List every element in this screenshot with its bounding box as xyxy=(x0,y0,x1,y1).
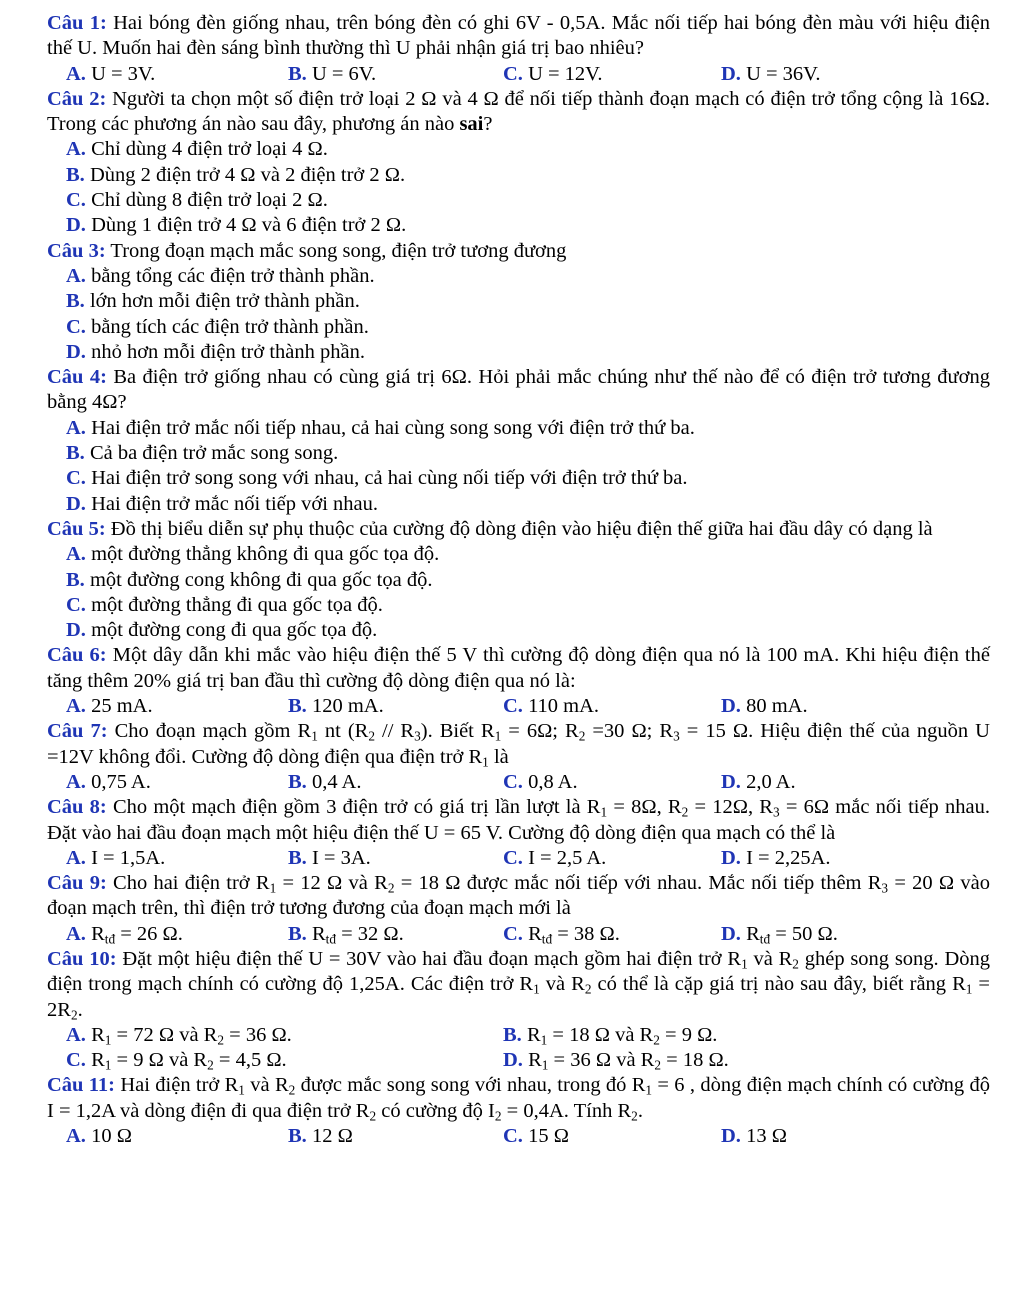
answer-option-c xyxy=(47,466,990,491)
answer-option-b xyxy=(288,62,503,87)
option-letter: B. xyxy=(288,62,307,85)
option-text: $R_1 = 36$ Ω và $R_2 = 18$ Ω. xyxy=(522,1049,729,1073)
option-text: 13 Ω xyxy=(740,1125,787,1148)
option-text: U = 3V. xyxy=(85,62,156,85)
option-text: 120 mA. xyxy=(306,695,384,718)
option-text: I = 2,25A. xyxy=(740,846,831,869)
option-letter: A. xyxy=(66,138,86,161)
option-letter: D. xyxy=(721,62,741,85)
option-letter: C. xyxy=(66,315,86,338)
option-text: I = 1,5A. xyxy=(85,846,166,869)
option-letter: D. xyxy=(721,1125,741,1148)
answer-option-c xyxy=(47,315,990,340)
option-text: một đường thẳng đi qua gốc tọa độ. xyxy=(85,593,383,616)
answer-option-b xyxy=(47,441,990,466)
option-text: nhỏ hơn mỗi điện trở thành phần. xyxy=(85,340,365,363)
option-letter: D. xyxy=(721,922,741,945)
question-stem xyxy=(47,719,990,770)
answer-option-d xyxy=(503,1048,729,1073)
answer-option-c xyxy=(47,188,990,213)
question-stem xyxy=(47,11,990,62)
answer-option-b xyxy=(288,694,503,719)
options-row xyxy=(47,1124,990,1149)
question-4 xyxy=(47,365,990,517)
answer-option-a xyxy=(66,1124,288,1149)
option-text: $R_1 = 9$ Ω và $R_2 = 4,5$ Ω. xyxy=(85,1049,287,1073)
option-text: Dùng 1 điện trở 4 Ω và 6 điện trở 2 Ω. xyxy=(85,214,407,237)
answer-option-c xyxy=(503,846,721,871)
option-letter: D. xyxy=(721,695,741,718)
answer-option-d xyxy=(721,846,831,871)
option-letter: D. xyxy=(66,619,86,642)
answer-option-b xyxy=(47,289,990,314)
question-11 xyxy=(47,1073,990,1149)
option-text: I = 3A. xyxy=(306,846,371,869)
option-text: một đường cong không đi qua gốc tọa độ. xyxy=(84,568,433,591)
option-letter: C. xyxy=(66,467,86,490)
option-text: 15 Ω xyxy=(522,1125,569,1148)
question-label: Câu 2: xyxy=(47,87,107,110)
answer-option-a xyxy=(47,416,990,441)
option-text: I = 2,5 A. xyxy=(522,846,607,869)
answer-option-a xyxy=(47,264,990,289)
answer-option-d xyxy=(47,213,990,238)
option-letter: C. xyxy=(503,62,523,85)
option-text: Chỉ dùng 8 điện trở loại 2 Ω. xyxy=(85,189,328,212)
option-text: một đường cong đi qua gốc tọa độ. xyxy=(85,619,378,642)
answer-option-d xyxy=(47,340,990,365)
option-text: bằng tổng các điện trở thành phần. xyxy=(85,264,375,287)
answer-option-d xyxy=(721,770,796,795)
answer-option-b xyxy=(503,1023,717,1048)
question-stem xyxy=(47,365,990,416)
answer-option-c xyxy=(503,922,721,947)
question-label: Câu 7: xyxy=(47,720,108,743)
option-text: lớn hơn mỗi điện trở thành phần. xyxy=(84,290,360,313)
answer-option-a xyxy=(66,1023,503,1048)
question-text: Cho một mạch điện gồm 3 điện trở có giá trị lần lượt là $R_1 = 8\Omega$, $R_2 = 12\Omega$, $R_3 = 6\Omega$ mắc nối tiếp nhau. Đặt vào hai đầu đoạn mạch một hiệu điện thế U = 65 V. Cường độ dòng điện qua mạch có thể là xyxy=(47,796,990,844)
question-9 xyxy=(47,871,990,947)
answer-option-b xyxy=(288,770,503,795)
option-text: U = 36V. xyxy=(740,62,821,85)
option-text: một đường thẳng không đi qua gốc tọa độ. xyxy=(85,543,440,566)
answer-option-a xyxy=(47,542,990,567)
option-letter: C. xyxy=(503,922,523,945)
question-text: Cho hai điện trở $R_1 = 12$ Ω và $R_2 = 18$ Ω được mắc nối tiếp với nhau. Mắc nối tiếp thêm $R_3 = 20$ Ω vào đoạn mạch trên, thì điện trở tương đương của đoạn mạch mới là xyxy=(47,872,990,920)
option-letter: D. xyxy=(66,492,86,515)
option-text: U = 12V. xyxy=(522,62,603,85)
option-text: Hai điện trở mắc nối tiếp nhau, cả hai cùng song song với điện trở thứ ba. xyxy=(85,416,695,439)
option-letter: B. xyxy=(66,568,85,591)
answer-option-a xyxy=(66,922,288,947)
option-letter: B. xyxy=(288,695,307,718)
option-text: 80 mA. xyxy=(740,695,808,718)
option-text: 25 mA. xyxy=(85,695,153,718)
option-text: $R_{tđ} = 32$ Ω. xyxy=(306,922,404,947)
question-5 xyxy=(47,517,990,643)
option-letter: A. xyxy=(66,1125,86,1148)
option-letter: A. xyxy=(66,695,86,718)
question-7 xyxy=(47,719,990,795)
question-6 xyxy=(47,643,990,719)
question-label: Câu 11: xyxy=(47,1074,115,1097)
option-letter: B. xyxy=(288,770,307,793)
option-letter: B. xyxy=(288,846,307,869)
option-text: 0,75 A. xyxy=(85,770,151,793)
option-text: $R_1 = 18$ Ω và $R_2 = 9$ Ω. xyxy=(521,1023,718,1048)
option-text: $R_{tđ} = 38$ Ω. xyxy=(522,922,620,947)
answer-option-a xyxy=(66,62,288,87)
option-letter: A. xyxy=(66,922,86,945)
option-letter: A. xyxy=(66,416,86,439)
answer-option-a xyxy=(66,694,288,719)
option-letter: A. xyxy=(66,264,86,287)
answer-option-d xyxy=(47,618,990,643)
question-label: Câu 6: xyxy=(47,644,107,667)
option-letter: C. xyxy=(66,1049,86,1072)
option-letter: C. xyxy=(66,189,86,212)
option-letter: B. xyxy=(288,922,307,945)
option-text: 110 mA. xyxy=(522,695,600,718)
question-stem xyxy=(47,1073,990,1124)
answer-option-b xyxy=(288,922,503,947)
question-stem xyxy=(47,87,990,138)
option-letter: A. xyxy=(66,62,86,85)
options-row xyxy=(47,694,990,719)
option-letter: B. xyxy=(66,290,85,313)
answer-option-b xyxy=(47,163,990,188)
option-letter: D. xyxy=(66,214,86,237)
question-text: Hai điện trở $R_1$ và $R_2$ được mắc song song với nhau, trong đó $R_1 = 6$ , dòng điện mạch chính có cường độ I = 1,2A và dòng điện đi qua điện trở $R_2$ có cường độ $I_2 = 0,4A$. Tính $R_2$. xyxy=(47,1074,990,1124)
option-text: $R_{tđ} = 50$ Ω. xyxy=(740,922,838,947)
answer-option-b xyxy=(288,1124,503,1149)
option-letter: A. xyxy=(66,1023,86,1046)
option-text: $R_{tđ} = 26$ Ω. xyxy=(85,922,183,947)
option-text: 0,8 A. xyxy=(522,770,578,793)
question-text: Người ta chọn một số điện trở loại 2 Ω và 4 Ω để nối tiếp thành đoạn mạch có điện trở tổng cộng là 16Ω. Trong các phương án nào sau đây, phương án nào sai? xyxy=(47,87,990,136)
answer-option-c xyxy=(66,1048,503,1073)
option-letter: B. xyxy=(66,442,85,465)
option-letter: A. xyxy=(66,846,86,869)
question-label: Câu 8: xyxy=(47,796,107,819)
option-letter: B. xyxy=(288,1125,307,1148)
option-text: bằng tích các điện trở thành phần. xyxy=(85,315,369,338)
options-row xyxy=(47,922,990,947)
answer-option-a xyxy=(66,770,288,795)
answer-option-c xyxy=(503,694,721,719)
question-text: Ba điện trở giống nhau có cùng giá trị 6Ω. Hỏi phải mắc chúng như thế nào để có điện trở tương đương bằng 4Ω? xyxy=(47,366,990,414)
option-text: 2,0 A. xyxy=(740,770,796,793)
option-text: 0,4 A. xyxy=(306,770,362,793)
answer-option-d xyxy=(721,922,838,947)
option-text: Hai điện trở song song với nhau, cả hai cùng nối tiếp với điện trở thứ ba. xyxy=(85,467,688,490)
question-stem xyxy=(47,643,990,694)
question-text: Đồ thị biểu diễn sự phụ thuộc của cường độ dòng điện vào hiệu điện thế giữa hai đầu dây có dạng là xyxy=(105,517,933,540)
option-text: Hai điện trở mắc nối tiếp với nhau. xyxy=(85,492,379,515)
question-stem xyxy=(47,947,990,1023)
question-1 xyxy=(47,11,990,87)
options-row xyxy=(47,1023,990,1048)
option-text: $R_1 = 72$ Ω và $R_2 = 36$ Ω. xyxy=(85,1023,292,1048)
question-label: Câu 1: xyxy=(47,12,107,34)
answer-option-b xyxy=(288,846,503,871)
options-row xyxy=(47,62,990,87)
question-label: Câu 5: xyxy=(47,517,106,540)
question-label: Câu 4: xyxy=(47,366,107,389)
question-2 xyxy=(47,87,990,239)
question-text: Trong đoạn mạch mắc song song, điện trở tương đương xyxy=(105,239,567,262)
answer-option-a xyxy=(47,137,990,162)
question-text: Cho đoạn mạch gồm $R_1$ nt $(R_2 // R_3)$. Biết $R_1 = 6\Omega$; $R_2 =30$ Ω; $R_3 = 15$ Ω. Hiệu điện thế của nguồn U =12V không đổi. Cường độ dòng điện qua điện trở $R_1$ là xyxy=(47,720,990,769)
question-stem xyxy=(47,239,990,264)
option-letter: D. xyxy=(503,1049,523,1072)
question-stem xyxy=(47,871,990,922)
question-10 xyxy=(47,947,990,1073)
answer-option-b xyxy=(47,568,990,593)
option-text: Chỉ dùng 4 điện trở loại 4 Ω. xyxy=(85,138,328,161)
question-text: Hai bóng đèn giống nhau, trên bóng đèn có ghi 6V - 0,5A. Mắc nối tiếp hai bóng đèn màu với hiệu điện thế U. Muốn hai đèn sáng bình thường thì U phải nhận giá trị bao nhiêu? xyxy=(47,12,990,60)
answer-option-d xyxy=(721,694,808,719)
option-letter: C. xyxy=(503,846,523,869)
question-label: Câu 10: xyxy=(47,947,117,970)
answer-option-c xyxy=(503,770,721,795)
option-text: Dùng 2 điện trở 4 Ω và 2 điện trở 2 Ω. xyxy=(84,163,406,186)
option-letter: B. xyxy=(503,1023,522,1046)
option-letter: A. xyxy=(66,770,86,793)
options-row xyxy=(47,846,990,871)
answer-option-c xyxy=(503,1124,721,1149)
option-letter: A. xyxy=(66,543,86,566)
question-8 xyxy=(47,795,990,871)
answer-option-d xyxy=(721,62,820,87)
options-row xyxy=(47,1048,990,1073)
option-letter: B. xyxy=(66,163,85,186)
answer-option-a xyxy=(66,846,288,871)
option-text: U = 6V. xyxy=(306,62,377,85)
options-row xyxy=(47,770,990,795)
question-label: Câu 3: xyxy=(47,239,106,262)
option-letter: C. xyxy=(503,1125,523,1148)
question-stem xyxy=(47,795,990,846)
option-text: Cả ba điện trở mắc song song. xyxy=(84,442,339,465)
option-letter: D. xyxy=(66,340,86,363)
question-stem xyxy=(47,517,990,542)
answer-option-d xyxy=(721,1124,787,1149)
question-text: Một dây dẫn khi mắc vào hiệu điện thế 5 V thì cường độ dòng điện qua nó là 100 mA. Khi hiệu điện thế tăng thêm 20% giá trị ban đầu thì cường độ dòng điện qua nó là: xyxy=(47,644,990,692)
option-letter: C. xyxy=(503,770,523,793)
question-3 xyxy=(47,239,990,365)
answer-option-d xyxy=(47,492,990,517)
option-letter: D. xyxy=(721,846,741,869)
answer-option-c xyxy=(503,62,721,87)
option-text: 12 Ω xyxy=(306,1125,353,1148)
option-letter: C. xyxy=(66,593,86,616)
question-label: Câu 9: xyxy=(47,872,107,895)
option-letter: C. xyxy=(503,695,523,718)
option-text: 10 Ω xyxy=(85,1125,132,1148)
option-letter: D. xyxy=(721,770,741,793)
question-text: Đặt một hiệu điện thế U = 30V vào hai đầu đoạn mạch gồm hai điện trở $R_1$ và $R_2$ ghép song song. Dòng điện trong mạch chính có cường độ 1,25A. Các điện trở $R_1$ và $R_2$ có thể là cặp giá trị nào sau đây, biết rằng $R_1 = 2R_2$. xyxy=(47,947,990,1022)
answer-option-c xyxy=(47,593,990,618)
